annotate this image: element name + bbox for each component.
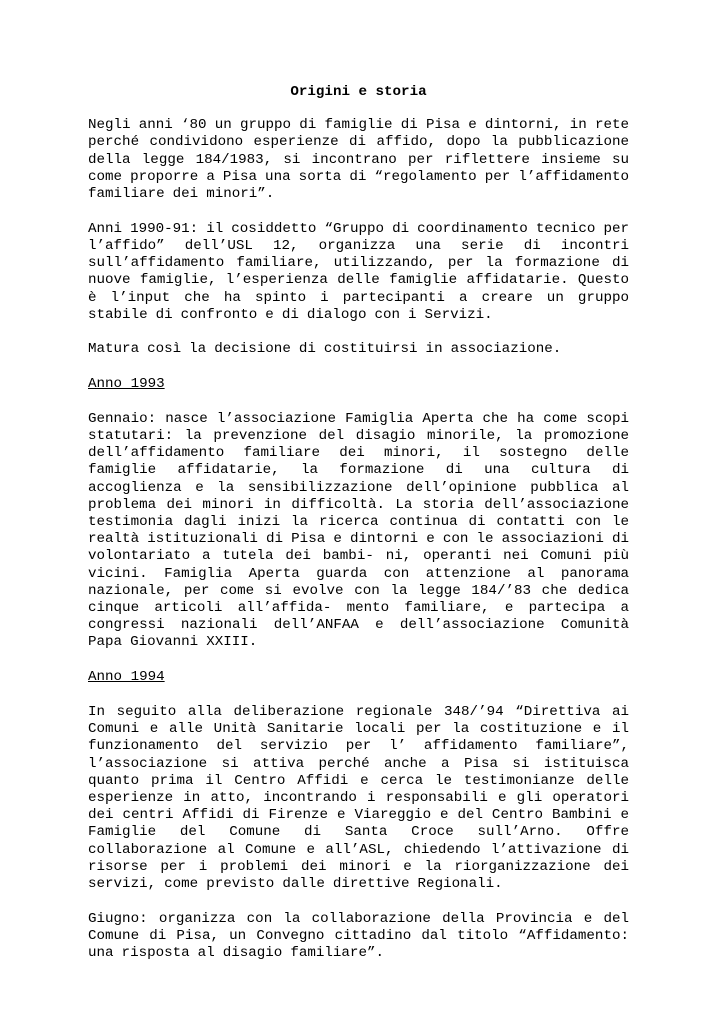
paragraph-deliberazione-1994: In seguito alla deliberazione regionale 348/’94 “Direttiva ai Comuni e alle Unità Sanitarie locali per la costituzione e il funzionamento del servizio per l’ affidamento familiare”, l’associazione si attiva perché anche a Pisa si istituisca quanto prima il Centro Affidi e cerca le testimonianze delle esperienze in atto, incontrando i responsabili e gli operatori dei centri Affidi di Firenze e Viareggio e del Centro Bambini e Famiglie del Comune di Santa Croce sull’Arno. Offre collaborazione al Comune e all’ASL, chiedendo l’attivazione di risorse per i problemi dei minori e la riorganizzazione dei servizi, come previsto dalle direttive Regionali.	[88, 703, 629, 892]
paragraph-gennaio-1993: Gennaio: nasce l’associazione Famiglia Aperta che ha come scopi statutari: la prevenzione del disagio minorile, la promozione dell’affidamento familiare dei minori, il sostegno delle famiglie affidatarie, la formazione di una cultura di accoglienza e la sensibilizzazione dell’opinione pubblica al problema dei minori in difficoltà. La storia dell’associazione testimonia dagli inizi la ricerca continua di contatti con le realtà istituzionali di Pisa e dintorni e con le associazioni di volontariato a tutela dei bambi- ni, operanti nei Comuni più vicini. Famiglia Aperta guarda con attenzione al panorama nazionale, per come si evolve con la legge 184/’83 che dedica cinque articoli all’affida- mento familiare, e partecipa a congressi nazionali dell’ANFAA e dell’associazione Comunità Papa Giovanni XXIII.	[88, 410, 629, 651]
paragraph-anni-80: Negli anni ‘80 un gruppo di famiglie di Pisa e dintorni, in rete perché condividono esperienze di affido, dopo la pubblicazione della legge 184/1983, si incontrano per riflettere insieme su come proporre a Pisa una sorta di “regolamento per l’affidamento familiare dei minori”.	[88, 117, 629, 203]
document-title: Origini e storia	[290, 84, 427, 100]
section-heading-1993: Anno 1993	[88, 376, 165, 393]
paragraph-giugno-convegno: Giugno: organizza con la collaborazione della Provincia e del Comune di Pisa, un Convegno cittadino dal titolo “Affidamento: una risposta al disagio familiare”.	[88, 910, 629, 962]
section-heading-1994: Anno 1994	[88, 669, 165, 686]
document-page	[88, 84, 629, 980]
paragraph-decisione-associazione: Matura così la decisione di costituirsi in associazione.	[88, 341, 562, 358]
paragraph-anni-1990-91: Anni 1990-91: il cosiddetto “Gruppo di coordinamento tecnico per l’affido” dell’USL 12, organizza una serie di incontri sull’affidamento familiare, utilizzando, per la formazione di nuove famiglie, l’esperienza delle famiglie affidatarie. Questo è l’input che ha spinto i partecipanti a creare un gruppo stabile di confronto e di dialogo con i Servizi.	[88, 220, 629, 323]
